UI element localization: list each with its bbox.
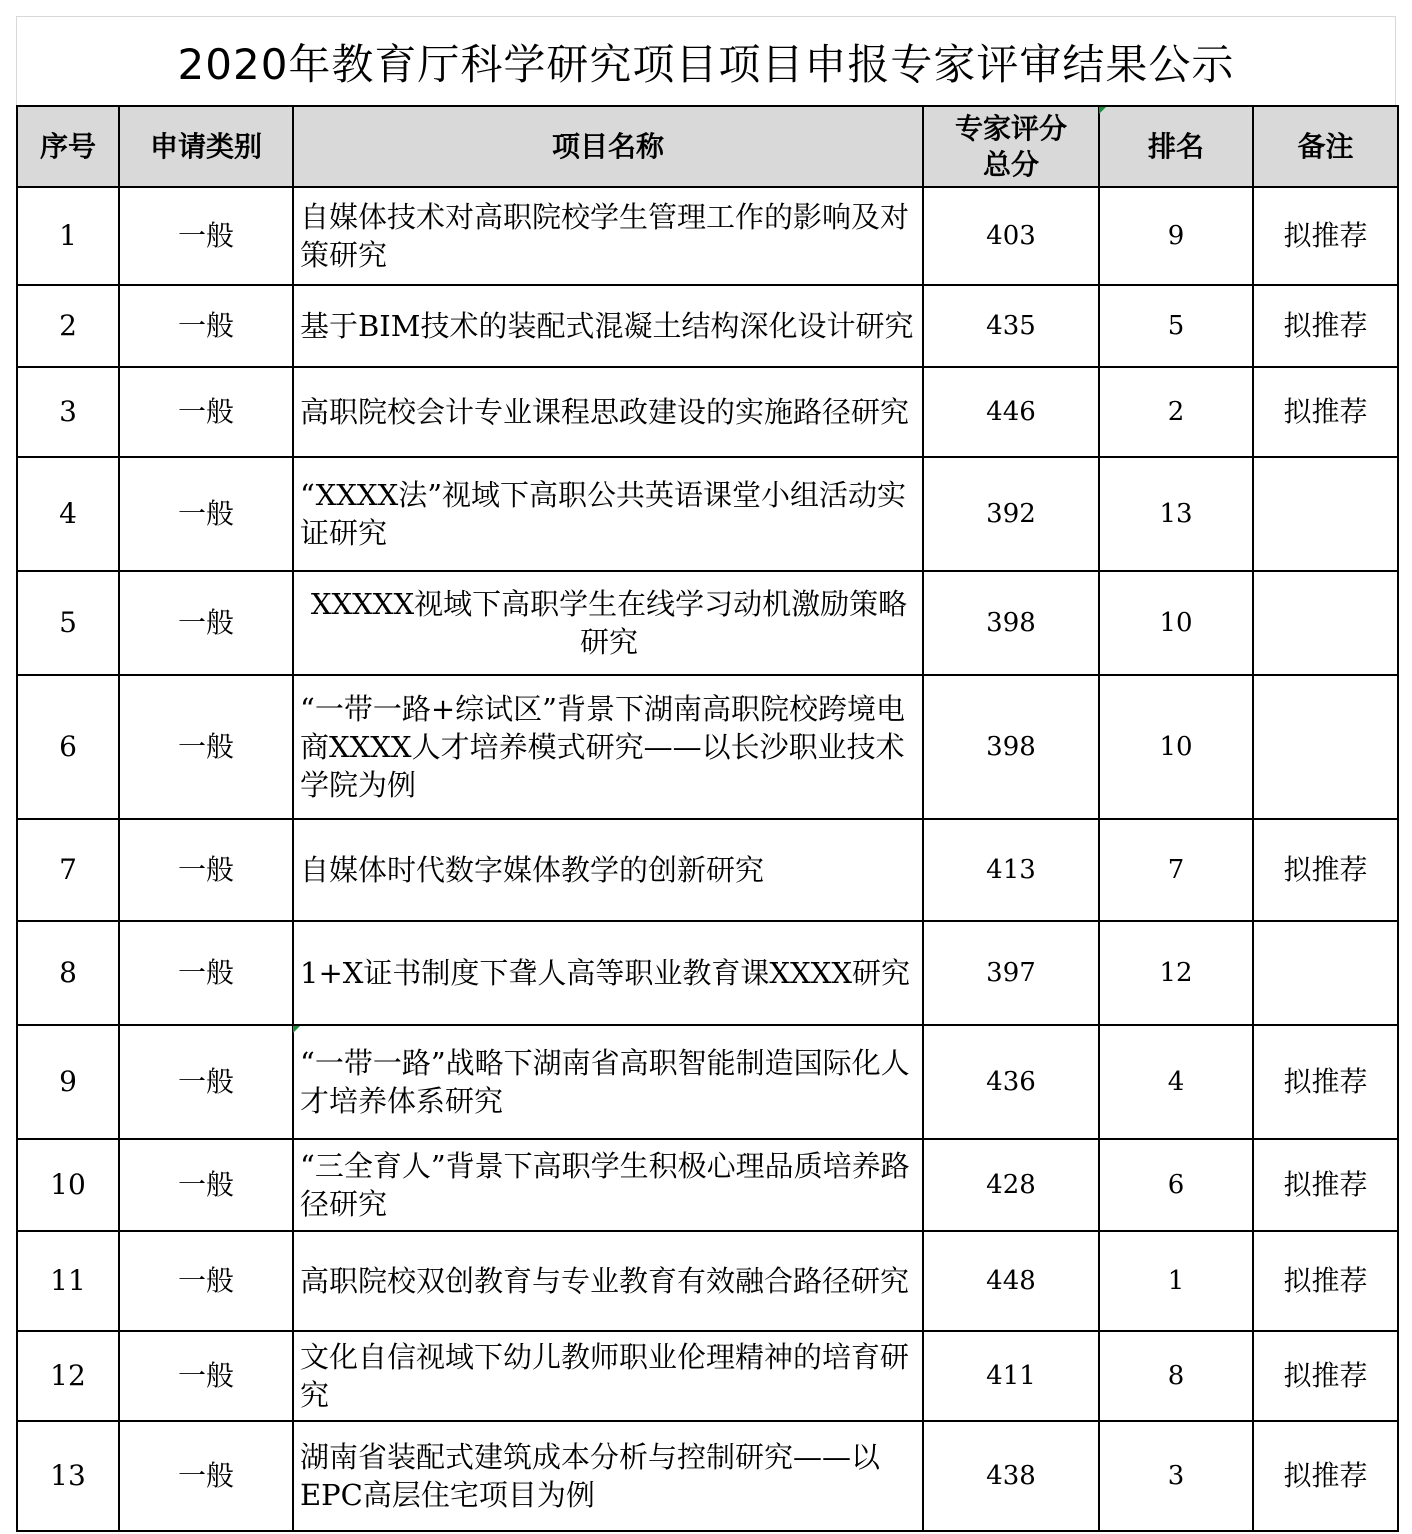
cell-project: 高职院校双创教育与专业教育有效融合路径研究 bbox=[293, 1231, 923, 1331]
cell-index: 6 bbox=[17, 675, 119, 819]
cell-category: 一般 bbox=[119, 285, 293, 367]
cell-rank: 8 bbox=[1099, 1331, 1253, 1421]
cell-rank: 4 bbox=[1099, 1025, 1253, 1139]
header-project: 项目名称 bbox=[293, 106, 923, 187]
table-row bbox=[17, 285, 1398, 367]
cell-rank: 2 bbox=[1099, 367, 1253, 457]
cell-index: 9 bbox=[17, 1025, 119, 1139]
table-row bbox=[17, 457, 1398, 571]
cell-rank: 10 bbox=[1099, 675, 1253, 819]
header-row bbox=[17, 106, 1398, 187]
cell-category: 一般 bbox=[119, 367, 293, 457]
cell-score: 413 bbox=[923, 819, 1099, 921]
header-score bbox=[923, 106, 1099, 187]
cell-project: “XXXX法”视域下高职公共英语课堂小组活动实证研究 bbox=[293, 457, 923, 571]
table-row bbox=[17, 819, 1398, 921]
cell-score: 411 bbox=[923, 1331, 1099, 1421]
table-row bbox=[17, 367, 1398, 457]
results-table bbox=[16, 105, 1399, 1532]
cell-score: 446 bbox=[923, 367, 1099, 457]
cell-index: 5 bbox=[17, 571, 119, 675]
table-row bbox=[17, 675, 1398, 819]
cell-note bbox=[1253, 675, 1398, 819]
header-score-line2: 总分 bbox=[982, 147, 1039, 181]
cell-category: 一般 bbox=[119, 1421, 293, 1531]
cell-note: 拟推荐 bbox=[1253, 1421, 1398, 1531]
comment-marker-icon bbox=[1099, 107, 1106, 114]
cell-project: 文化自信视域下幼儿教师职业伦理精神的培育研究 bbox=[293, 1331, 923, 1421]
cell-project: 基于BIM技术的装配式混凝土结构深化设计研究 bbox=[293, 285, 923, 367]
cell-project: 自媒体时代数字媒体教学的创新研究 bbox=[293, 819, 923, 921]
cell-note bbox=[1253, 571, 1398, 675]
cell-project: 湖南省装配式建筑成本分析与控制研究——以EPC高层住宅项目为例 bbox=[293, 1421, 923, 1531]
cell-category: 一般 bbox=[119, 1331, 293, 1421]
cell-rank: 10 bbox=[1099, 571, 1253, 675]
table-row bbox=[17, 1139, 1398, 1231]
cell-score: 397 bbox=[923, 921, 1099, 1025]
table-row bbox=[17, 187, 1398, 285]
header-category: 申请类别 bbox=[119, 106, 293, 187]
cell-note: 拟推荐 bbox=[1253, 1231, 1398, 1331]
cell-category: 一般 bbox=[119, 457, 293, 571]
cell-index: 7 bbox=[17, 819, 119, 921]
cell-note: 拟推荐 bbox=[1253, 819, 1398, 921]
header-index: 序号 bbox=[17, 106, 119, 187]
cell-note: 拟推荐 bbox=[1253, 1025, 1398, 1139]
cell-index: 13 bbox=[17, 1421, 119, 1531]
cell-rank: 9 bbox=[1099, 187, 1253, 285]
cell-note: 拟推荐 bbox=[1253, 1331, 1398, 1421]
cell-score: 403 bbox=[923, 187, 1099, 285]
cell-category: 一般 bbox=[119, 921, 293, 1025]
cell-score: 428 bbox=[923, 1139, 1099, 1231]
cell-index: 12 bbox=[17, 1331, 119, 1421]
cell-index: 1 bbox=[17, 187, 119, 285]
cell-score: 436 bbox=[923, 1025, 1099, 1139]
cell-category: 一般 bbox=[119, 675, 293, 819]
cell-project: 自媒体技术对高职院校学生管理工作的影响及对策研究 bbox=[293, 187, 923, 285]
cell-note: 拟推荐 bbox=[1253, 367, 1398, 457]
cell-rank: 3 bbox=[1099, 1421, 1253, 1531]
header-score-line1: 专家评分 bbox=[954, 111, 1067, 145]
cell-project: “三全育人”背景下高职学生积极心理品质培养路径研究 bbox=[293, 1139, 923, 1231]
cell-index: 10 bbox=[17, 1139, 119, 1231]
cell-rank: 1 bbox=[1099, 1231, 1253, 1331]
header-rank: 排名 bbox=[1099, 106, 1253, 187]
cell-rank: 7 bbox=[1099, 819, 1253, 921]
table-row bbox=[17, 1331, 1398, 1421]
cell-rank: 13 bbox=[1099, 457, 1253, 571]
cell-score: 398 bbox=[923, 675, 1099, 819]
cell-category: 一般 bbox=[119, 571, 293, 675]
cell-score: 448 bbox=[923, 1231, 1099, 1331]
cell-note: 拟推荐 bbox=[1253, 285, 1398, 367]
cell-note: 拟推荐 bbox=[1253, 1139, 1398, 1231]
table-row bbox=[17, 1231, 1398, 1331]
table-row bbox=[17, 1421, 1398, 1531]
comment-marker-icon bbox=[293, 1026, 300, 1033]
cell-project: 高职院校会计专业课程思政建设的实施路径研究 bbox=[293, 367, 923, 457]
cell-score: 438 bbox=[923, 1421, 1099, 1531]
cell-score: 392 bbox=[923, 457, 1099, 571]
page-title: 2020年教育厅科学研究项目项目申报专家评审结果公示 bbox=[16, 16, 1396, 106]
header-note: 备注 bbox=[1253, 106, 1398, 187]
table-row bbox=[17, 1025, 1398, 1139]
cell-note bbox=[1253, 457, 1398, 571]
cell-index: 3 bbox=[17, 367, 119, 457]
cell-index: 4 bbox=[17, 457, 119, 571]
cell-project: “一带一路”战略下湖南省高职智能制造国际化人才培养体系研究 bbox=[293, 1025, 923, 1139]
cell-rank: 12 bbox=[1099, 921, 1253, 1025]
cell-index: 11 bbox=[17, 1231, 119, 1331]
table-row bbox=[17, 921, 1398, 1025]
cell-category: 一般 bbox=[119, 819, 293, 921]
cell-project: 1+X证书制度下聋人高等职业教育课XXXX研究 bbox=[293, 921, 923, 1025]
cell-note bbox=[1253, 921, 1398, 1025]
cell-score: 398 bbox=[923, 571, 1099, 675]
cell-note: 拟推荐 bbox=[1253, 187, 1398, 285]
table-row bbox=[17, 571, 1398, 675]
cell-category: 一般 bbox=[119, 1231, 293, 1331]
cell-category: 一般 bbox=[119, 187, 293, 285]
cell-category: 一般 bbox=[119, 1025, 293, 1139]
cell-category: 一般 bbox=[119, 1139, 293, 1231]
cell-project: “一带一路+综试区”背景下湖南高职院校跨境电商XXXX人才培养模式研究——以长沙职业技术学院为例 bbox=[293, 675, 923, 819]
cell-rank: 6 bbox=[1099, 1139, 1253, 1231]
cell-index: 8 bbox=[17, 921, 119, 1025]
cell-project: XXXXX视域下高职学生在线学习动机激励策略研究 bbox=[293, 571, 923, 675]
cell-index: 2 bbox=[17, 285, 119, 367]
cell-score: 435 bbox=[923, 285, 1099, 367]
cell-rank: 5 bbox=[1099, 285, 1253, 367]
